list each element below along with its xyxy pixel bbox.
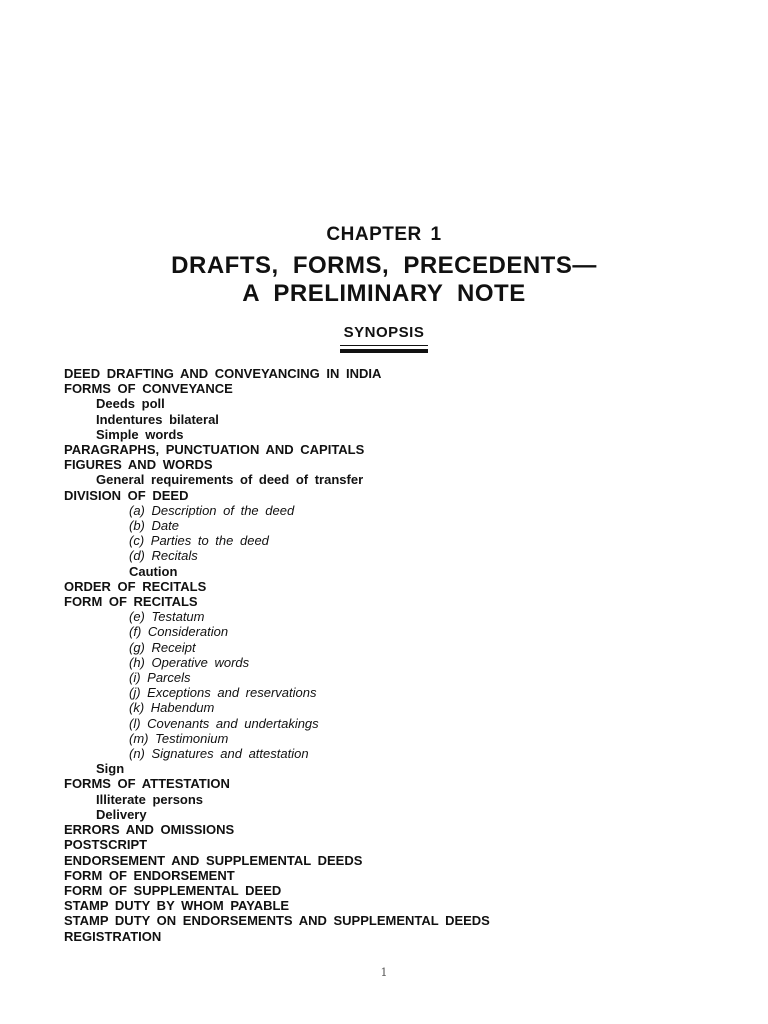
synopsis-rule-thin [340,345,428,346]
toc-clause: (c) Parties to the deed [129,533,269,549]
toc-clause: (i) Parcels [129,670,191,686]
chapter-title-line-1: DRAFTS, FORMS, PRECEDENTS— [171,252,597,279]
toc-subentry: General requirements of deed of transfer [96,472,364,488]
chapter-heading: CHAPTER 1 [326,224,442,245]
toc-entry: FORM OF RECITALS [64,594,198,610]
chapter-title [0,252,768,308]
toc-entry: ENDORSEMENT AND SUPPLEMENTAL DEEDS [64,852,363,868]
toc-clause: (a) Description of the deed [129,502,295,518]
toc-entry: FORM OF ENDORSEMENT [64,867,235,883]
toc-entry: FORMS OF ATTESTATION [64,776,230,792]
toc-clause: (b) Date [129,518,179,534]
toc-entry: FORMS OF CONVEYANCE [64,381,233,397]
toc-clause: (l) Covenants and undertakings [129,715,319,731]
synopsis-list [64,366,490,944]
toc-entry: DIVISION OF DEED [64,487,189,503]
toc-entry: STAMP DUTY BY WHOM PAYABLE [64,898,290,914]
page-number: 1 [380,966,388,979]
toc-entry: STAMP DUTY ON ENDORSEMENTS AND SUPPLEMENTAL DEEDS [64,913,490,929]
toc-clause: (k) Habendum [129,700,215,716]
toc-subentry: Sign [96,761,125,777]
toc-subentry: Deeds poll [96,396,165,412]
toc-clause-note: Caution [129,563,178,579]
toc-entry: ERRORS AND OMISSIONS [64,822,235,838]
toc-entry: REGISTRATION [64,928,162,944]
toc-entry: FORM OF SUPPLEMENTAL DEED [64,882,282,898]
synopsis-rule-thick [340,349,428,353]
toc-entry: DEED DRAFTING AND CONVEYANCING IN INDIA [64,366,382,381]
toc-entry: POSTSCRIPT [64,837,148,853]
toc-entry: ORDER OF RECITALS [64,578,207,594]
toc-clause: (m) Testimonium [129,730,229,746]
toc-clause: (d) Recitals [129,548,198,564]
toc-entry: FIGURES AND WORDS [64,457,213,473]
toc-clause: (g) Receipt [129,639,196,655]
toc-entry: PARAGRAPHS, PUNCTUATION AND CAPITALS [64,442,365,458]
toc-clause: (j) Exceptions and reservations [129,685,317,701]
synopsis-heading: SYNOPSIS [343,324,425,341]
toc-subentry: Indentures bilateral [96,411,219,427]
toc-clause: (n) Signatures and attestation [129,746,309,762]
toc-clause: (h) Operative words [129,654,250,670]
toc-subentry: Delivery [96,806,147,822]
toc-subentry: Simple words [96,426,184,442]
toc-clause: (e) Testatum [129,609,205,625]
toc-subentry: Illiterate persons [96,791,204,807]
toc-clause: (f) Consideration [129,624,229,640]
chapter-title-line-2: A PRELIMINARY NOTE [242,280,526,307]
